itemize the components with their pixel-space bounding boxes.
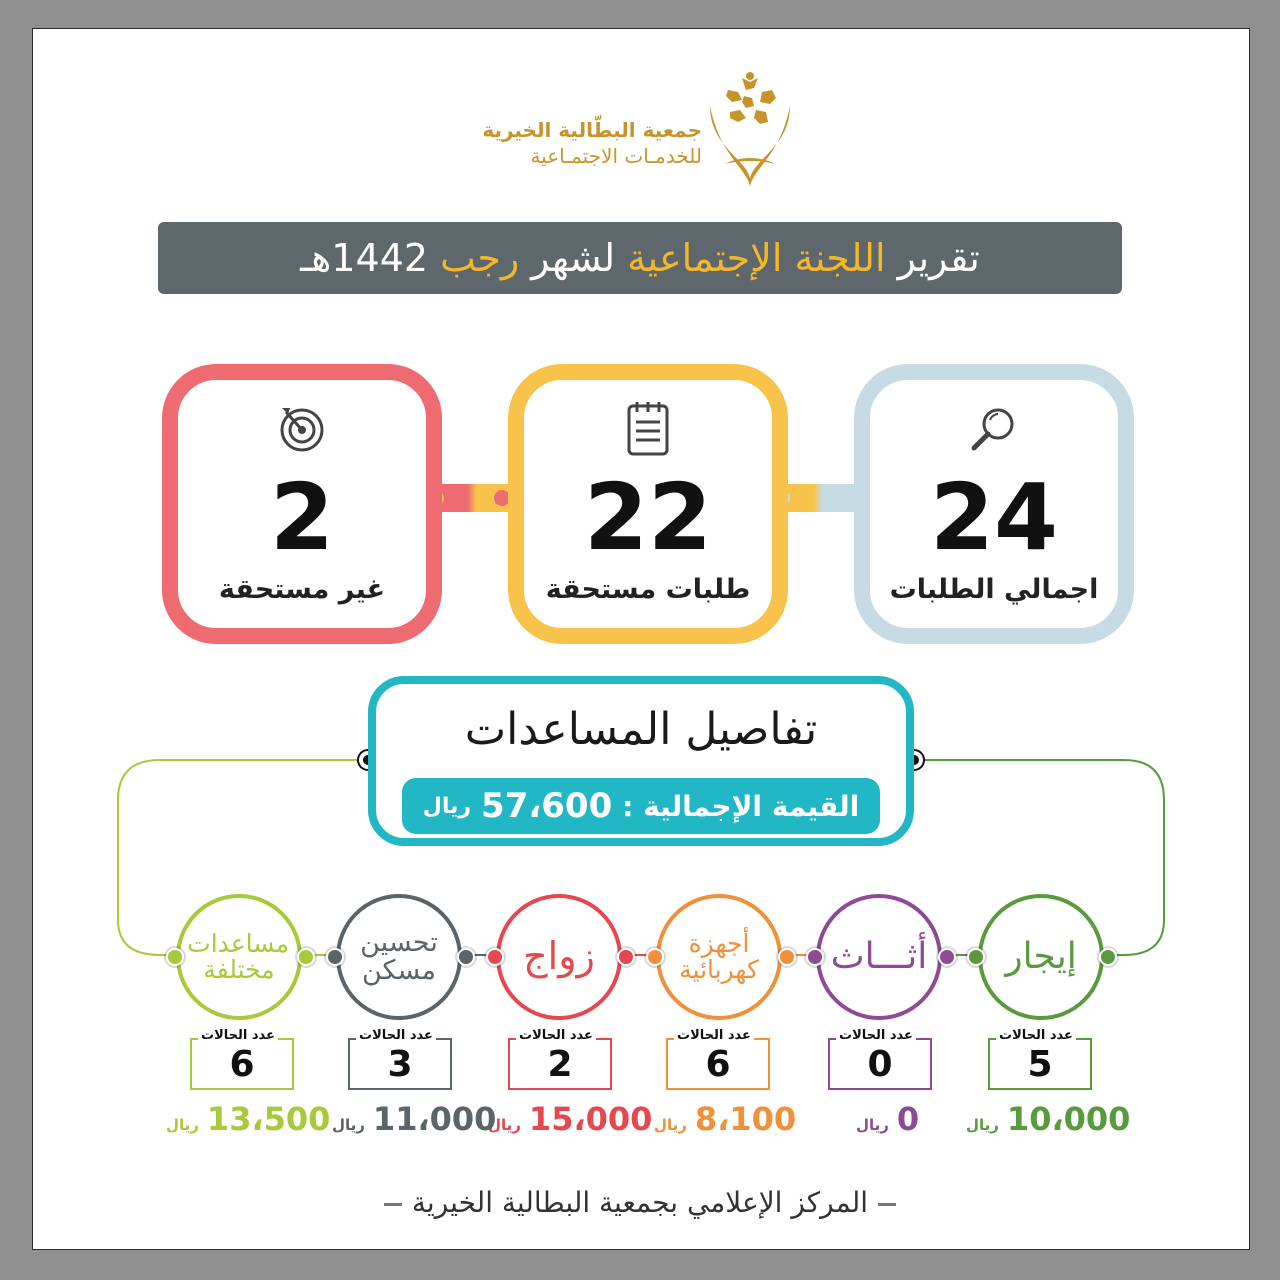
title-month-name: رجب xyxy=(440,236,520,280)
category-name: تحسين مسكن xyxy=(360,926,438,986)
category-dot xyxy=(326,948,344,966)
stat-label: اجمالي الطلبات xyxy=(889,574,1099,605)
footer-dash xyxy=(878,1203,896,1206)
amount-value: 0 xyxy=(896,1100,920,1138)
category-dot xyxy=(806,948,824,966)
category-dot xyxy=(938,948,956,966)
category-marriage-circle xyxy=(496,894,622,1020)
category-count-box xyxy=(988,1038,1092,1090)
title-year: 1442هـ xyxy=(300,236,429,280)
category-name: أثـــاث xyxy=(830,936,928,978)
category-dot xyxy=(1099,948,1117,966)
category-dot xyxy=(297,948,315,966)
footer-credit xyxy=(0,1186,1280,1219)
amount-value: 8،100 xyxy=(694,1100,797,1138)
amount-currency: ريال xyxy=(166,1116,199,1134)
stat-value: 22 xyxy=(583,464,713,571)
category-dot xyxy=(967,948,985,966)
category-dot xyxy=(778,948,796,966)
category-housing-circle xyxy=(336,894,462,1020)
category-name: مساعدات مختلفة xyxy=(187,928,289,984)
footer-text: المركز الإعلامي بجمعية البطالية الخيرية xyxy=(411,1186,869,1219)
amount-value: 13،500 xyxy=(206,1100,331,1138)
stat-value: 2 xyxy=(269,464,334,571)
category-name: إيجار xyxy=(1005,936,1077,978)
category-dot xyxy=(617,948,635,966)
total-value-pill xyxy=(402,778,880,834)
category-count-label: عدد الحالات xyxy=(198,1028,278,1043)
amount-currency: ريال xyxy=(654,1116,687,1134)
category-count: 2 xyxy=(547,1043,573,1085)
category-amount xyxy=(856,1100,919,1138)
category-name: زواج xyxy=(523,934,595,979)
category-dot xyxy=(457,948,475,966)
total-currency: ريال xyxy=(422,793,472,819)
title-word-month: لشهر xyxy=(531,236,616,280)
category-count-label: عدد الحالات xyxy=(996,1028,1076,1043)
amount-currency: ريال xyxy=(966,1116,999,1134)
category-amount xyxy=(332,1100,496,1138)
category-count: 0 xyxy=(867,1043,893,1085)
category-count-box xyxy=(508,1038,612,1090)
amount-value: 10،000 xyxy=(1006,1100,1131,1138)
amount-value: 15،000 xyxy=(528,1100,653,1138)
category-misc-circle xyxy=(176,894,302,1020)
logo-name: جمعية البطّالية الخيرية xyxy=(482,118,702,142)
category-count-label: عدد الحالات xyxy=(516,1028,596,1043)
category-rent-circle xyxy=(978,894,1104,1020)
category-count-label: عدد الحالات xyxy=(836,1028,916,1043)
category-furniture-circle xyxy=(816,894,942,1020)
category-amount xyxy=(966,1100,1130,1138)
category-count: 3 xyxy=(387,1043,413,1085)
category-count: 6 xyxy=(229,1043,255,1085)
category-count-box xyxy=(666,1038,770,1090)
aid-details-title: تفاصيل المساعدات xyxy=(464,704,818,755)
category-appliances-circle xyxy=(656,894,782,1020)
category-amount xyxy=(166,1100,330,1138)
category-count: 6 xyxy=(705,1043,731,1085)
amount-value: 11،000 xyxy=(372,1100,497,1138)
category-count: 5 xyxy=(1027,1043,1053,1085)
category-count-label: عدد الحالات xyxy=(674,1028,754,1043)
logo-subtitle: للخدمـات الاجتمـاعية xyxy=(530,144,702,168)
category-amount xyxy=(654,1100,796,1138)
category-dot xyxy=(646,948,664,966)
category-count-box xyxy=(828,1038,932,1090)
category-name: أجهزة كهربائية xyxy=(679,928,759,984)
category-dot xyxy=(486,948,504,966)
amount-currency: ريال xyxy=(856,1116,889,1134)
amount-currency: ريال xyxy=(488,1116,521,1134)
footer-dash xyxy=(384,1203,402,1206)
category-count-box xyxy=(190,1038,294,1090)
category-dot xyxy=(166,948,184,966)
category-count-label: عدد الحالات xyxy=(356,1028,436,1043)
total-value: 57،600 xyxy=(481,786,613,826)
aid-details-box xyxy=(368,676,914,846)
title-committee: اللجنة الإجتماعية xyxy=(627,236,886,280)
stat-label: غير مستحقة xyxy=(218,574,386,605)
category-amount xyxy=(488,1100,652,1138)
title-word-report: تقرير xyxy=(897,236,980,280)
total-label: القيمة الإجمالية : xyxy=(622,789,860,823)
category-count-box xyxy=(348,1038,452,1090)
amount-currency: ريال xyxy=(332,1116,365,1134)
stat-label: طلبات مستحقة xyxy=(545,574,751,605)
stat-value: 24 xyxy=(929,464,1059,571)
